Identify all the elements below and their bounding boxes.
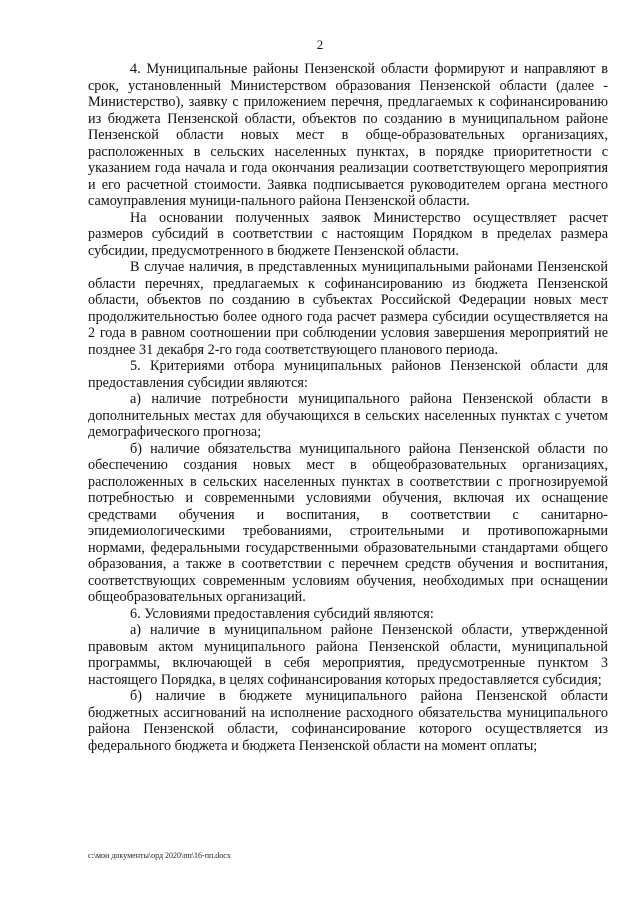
paragraph-multi-year-objects: В случае наличия, в представленных муниципальными районами Пензенской области перечнях, предлагаемых к софинансированию из бюджета Пензенской области, объектов по созданию в субъектах Российской Федерации новых мест продолжительностью более одного года расчет размера субсидии осуществляется на 2 года в равном соотношении при соблюдении условия завершения мероприятий не позднее 31 декабря 2-го года соответствующего планового периода. (88, 259, 608, 358)
paragraph-5a-need: а) наличие потребности муниципального района Пензенской области в дополнительных местах для обучающихся в сельских населенных пунктах с учетом демографического прогноза; (88, 391, 608, 440)
document-body (88, 61, 608, 754)
footer-file-path: c:\мои документы\орд 2020\пп\16-пп.docx (88, 851, 231, 860)
paragraph-5b-obligation: б) наличие обязательства муниципального района Пензенской области по обеспечению создания новых мест в общеобразовательных организациях, расположенных в сельских населенных пунктах в соответствии с прогнозируемой потребностью и современными условиями обучения, включая их оснащение средствами обучения и воспитания, в соответствии с санитарно-эпидемиологическими требованиями, строительными и противопожарными нормами, федеральными государственными образовательными стандартами общего образования, а также в соответствии с перечнем средств обучения и воспитания, соответствующих современным условиям обучения, необходимых при оснащении общеобразовательных организаций. (88, 440, 608, 605)
page-number: 2 (316, 37, 324, 52)
paragraph-subsidy-calculation: На основании полученных заявок Министерство осуществляет расчет размеров субсидий в соответствии с настоящим Порядком в пределах размера субсидии, предусмотренного в бюджете Пензенской области. (88, 209, 608, 259)
paragraph-6b-budget: б) наличие в бюджете муниципального района Пензенской области бюджетных ассигнований на исполнение расходного обязательства муниципального района Пензенской области, софинансирование которого осуществляется из федерального бюджета и бюджета Пензенской области на момент оплаты; (88, 688, 608, 754)
paragraph-6a-program: а) наличие в муниципальном районе Пензенской области, утвержденной правовым актом муниципального района Пензенской области, муниципальной программы, включающей в себя мероприятия, предусмотренные пунктом 3 настоящего Порядка, в целях софинансирования которых предоставляется субсидия; (88, 622, 608, 688)
paragraph-4-application: 4. Муниципальные районы Пензенской области формируют и направляют в срок, установленный Министерством образования Пензенской области (далее - Министерство), заявку с приложением перечня, предлагаемых к софинансированию из бюджета Пензенской области, объектов по созданию в муниципальном районе Пензенской области новых мест в обще-образовательных организациях, расположенных в сельских населенных пунктах, в порядке приоритетности с указанием года начала и года окончания реализации соответствующего мероприятия и его расчетной стоимости. Заявка подписывается руководителем органа местного самоуправления муници-пального района Пензенской области. (88, 61, 608, 209)
paragraph-6-conditions: 6. Условиями предоставления субсидий являются: (130, 605, 434, 622)
paragraph-5-selection-criteria: 5. Критериями отбора муниципальных районов Пензенской области для предоставления субсидии являются: (88, 358, 608, 391)
